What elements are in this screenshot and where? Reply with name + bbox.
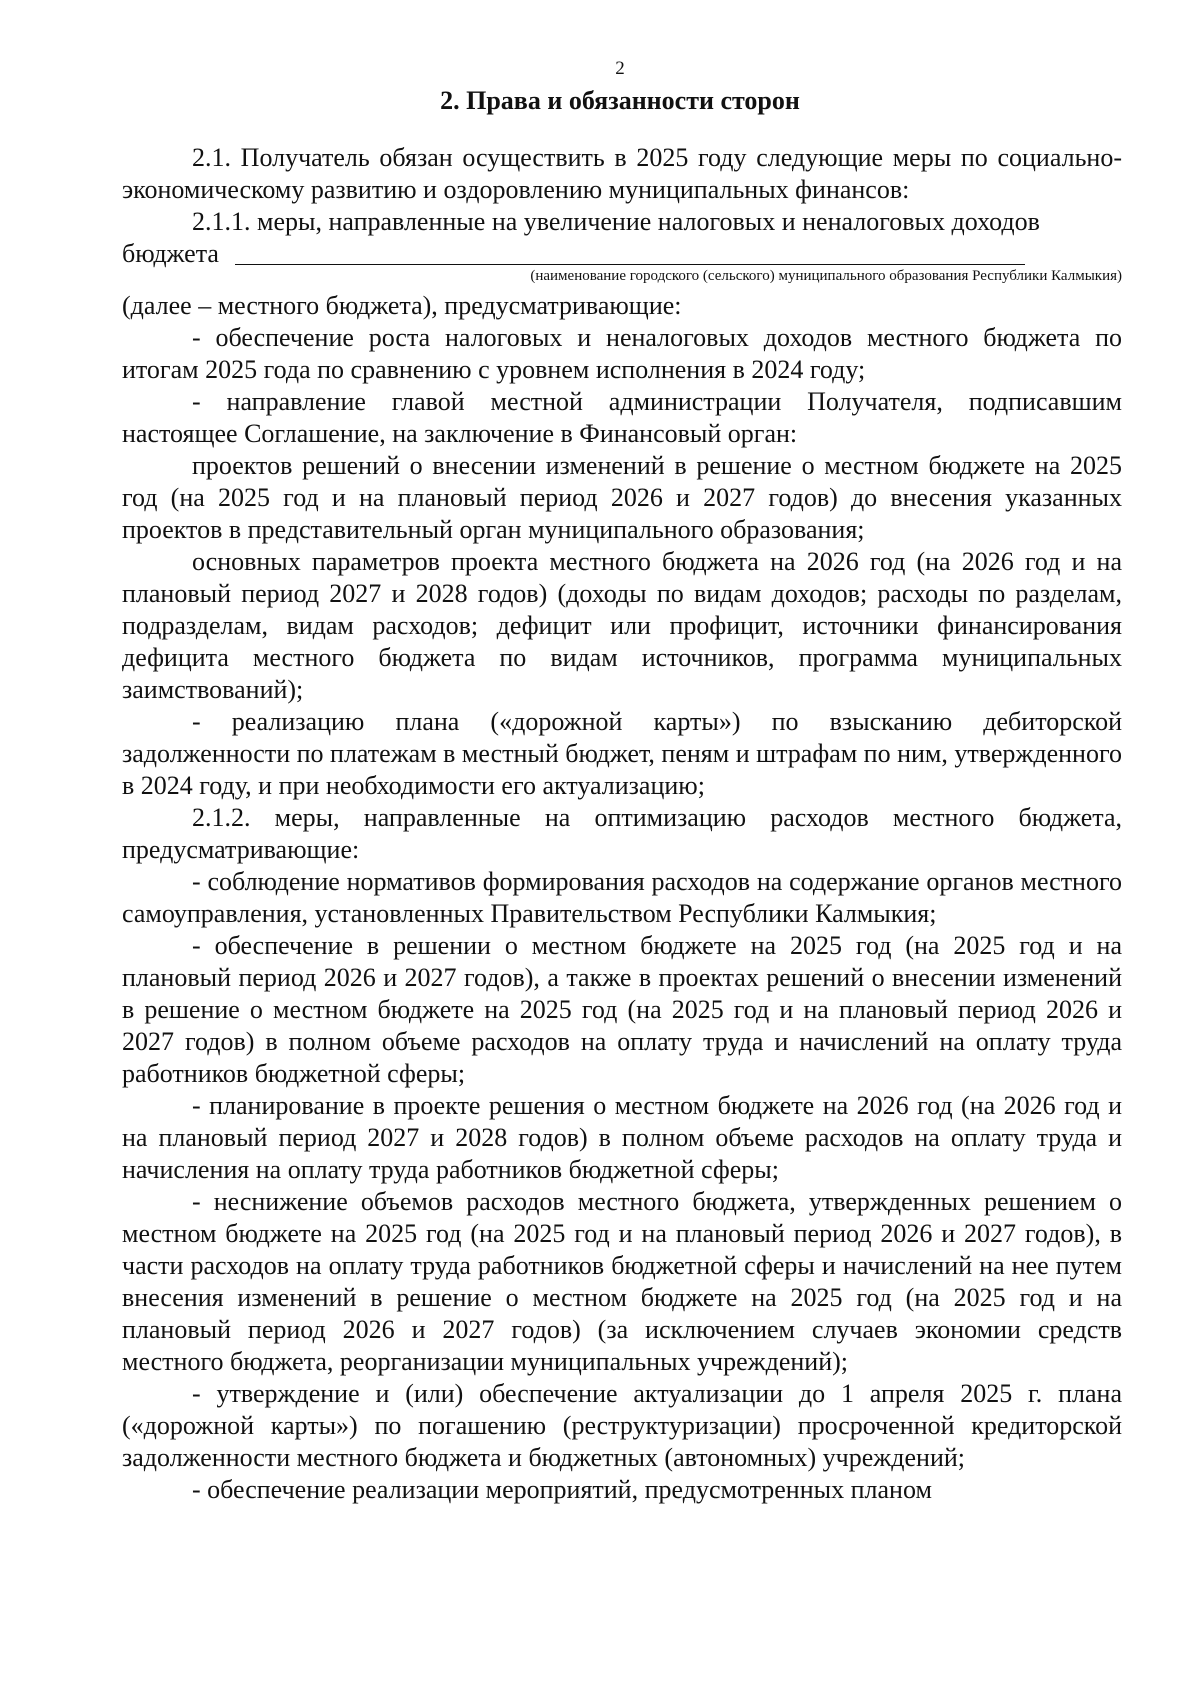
section-heading: 2. Права и обязанности сторон [440,86,800,115]
paragraph-roadmap-receivables: - реализацию плана («дорожной карты») по взысканию дебиторской задолженности по платежам в местный бюджет, пеням и штрафам по ним, утвержденного в 2024 году, и при необходимости его актуализацию; [122,707,1122,800]
paragraph-planning-2026: - планирование в проекте решения о местном бюджете на 2026 год (на 2026 год и на плановый период 2027 и 2028 годов) в полном объеме расходов на оплату труда и начисления на оплату труда работников бюджетной сферы; [122,1091,1122,1184]
paragraph-2-1: 2.1. Получатель обязан осуществить в 2025 году следующие меры по социально-экономическому развитию и оздоровлению муниципальных финансов: [122,143,1122,204]
budget-name-blank [122,238,1122,268]
paragraph-direction: - направление главой местной администрации Получателя, подписавшим настоящее Соглашение, на заключение в Финансовый орган: [122,387,1122,448]
paragraph-budget-2025: - обеспечение в решении о местном бюджете на 2025 год (на 2025 год и на плановый период 2026 и 2027 годов), а также в проектах решений о внесении изменений в решение о местном бюджете на 2025 год (на 2025 год и на плановый период 2026 и 2027 годов) в полном объеме расходов на оплату труда и начислений на оплату труда работников бюджетной сферы; [122,931,1122,1088]
paragraph-income-growth: - обеспечение роста налоговых и неналоговых доходов местного бюджета по итогам 2025 года по сравнению с уровнем исполнения в 2024 году; [122,323,1122,384]
paragraph-roadmap-payables: - утверждение и (или) обеспечение актуализации до 1 апреля 2025 г. плана («дорожной карты») по погашению (реструктуризации) просроченной кредиторской задолженности местного бюджета и бюджетных (автономных) учреждений; [122,1379,1122,1472]
page-number: 2 [615,58,625,79]
fill-in-line [235,264,1025,265]
paragraph-local-budget: (далее – местного бюджета), предусматривающие: [122,291,682,320]
blank-label: бюджета [122,239,219,268]
paragraph-draft-decisions: проектов решений о внесении изменений в решение о местном бюджете на 2025 год (на 2025 год и на плановый период 2026 и 2027 годов) до внесения указанных проектов в представительный орган муниципального образования; [122,451,1122,544]
paragraph-2-1-2: 2.1.2. меры, направленные на оптимизацию расходов местного бюджета, предусматривающие: [122,803,1122,864]
paragraph-main-parameters: основных параметров проекта местного бюджета на 2026 год (на 2026 год и на плановый период 2027 и 2028 годов) (доходы по видам доходов; расходы по разделам, подразделам, видам расходов; дефицит или профицит, источники финансирования дефицита местного бюджета по видам источников, программа муниципальных заимствований); [122,547,1122,704]
paragraph-non-reduction: - неснижение объемов расходов местного бюджета, утвержденных решением о местном бюджете на 2025 год (на 2025 год и на плановый период 2026 и 2027 годов), в части расходов на оплату труда работников бюджетной сферы и начислений на нее путем внесения изменений в решение о местном бюджете на 2025 год (на 2025 год и на плановый период 2026 и 2027 годов) (за исключением случаев экономии средств местного бюджета, реорганизации муниципальных учреждений); [122,1187,1122,1376]
document-body [122,142,1122,1506]
paragraph-implementation: - обеспечение реализации мероприятий, предусмотренных планом [192,1475,932,1504]
paragraph-2-1-1: 2.1.1. меры, направленные на увеличение налоговых и неналоговых доходов [192,207,1040,236]
paragraph-norms: - соблюдение нормативов формирования расходов на содержание органов местного самоуправления, установленных Правительством Республики Калмыкия; [122,867,1122,928]
blank-caption: (наименование городского (сельского) муниципального образования Республики Калмыкия) [530,268,1122,284]
